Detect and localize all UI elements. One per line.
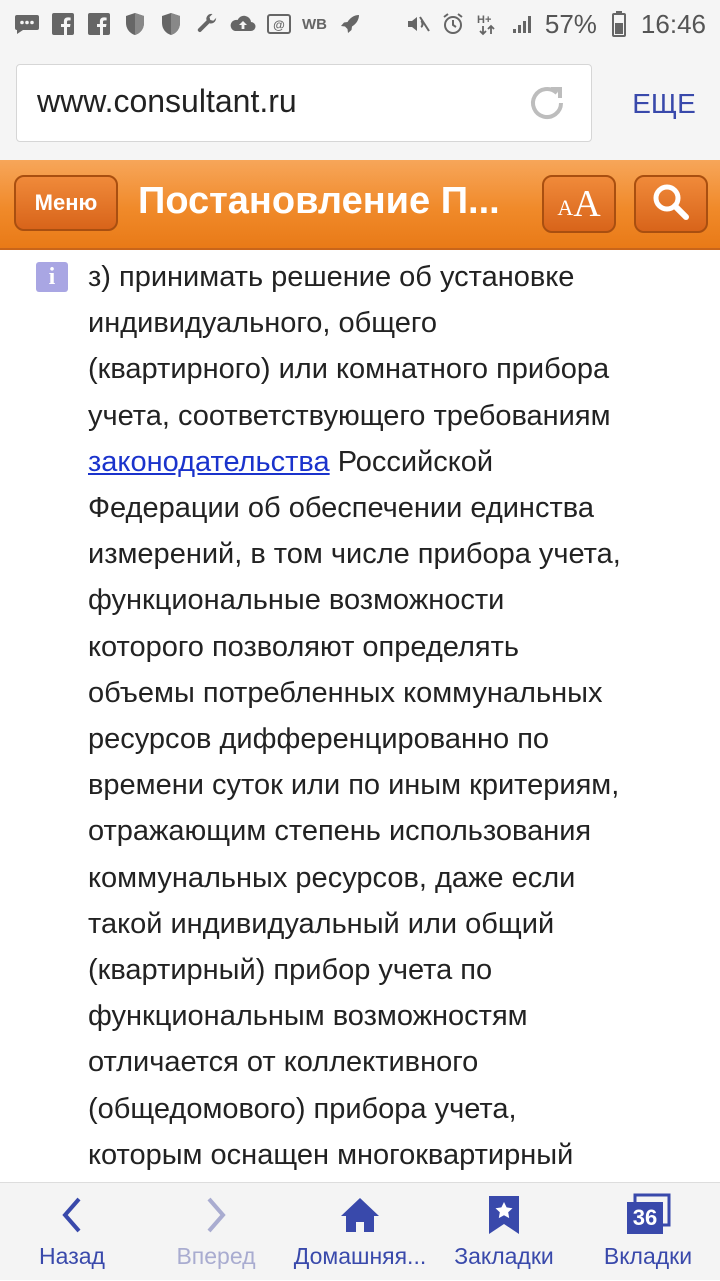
article-line-text: объемы потребленных коммунальных	[88, 676, 603, 709]
article-line	[88, 624, 704, 670]
data-hplus-icon	[475, 11, 501, 37]
page-title: Постановление П...	[138, 180, 500, 222]
menu-button[interactable]: Меню	[14, 175, 118, 231]
bottom-navigation	[0, 1182, 720, 1280]
article-line-text: (квартирный) прибор учета по	[88, 954, 493, 987]
article-line	[88, 531, 704, 577]
shield-icon	[158, 11, 184, 37]
article-line-text: функциональные возможности	[88, 584, 505, 617]
article-line	[88, 393, 704, 439]
cloud-upload-icon	[230, 11, 256, 37]
url-text: www.consultant.ru	[37, 83, 297, 119]
article-line-text: (квартирного) или комнатного прибора	[88, 353, 610, 386]
article-line-text: которым оснащен многоквартирный	[88, 1138, 574, 1171]
article-line-text: учета, соответствующего требованиям	[88, 399, 611, 432]
article-line-text: отражающим степень использования	[88, 815, 592, 848]
article-line-text: з) принимать решение об установке	[88, 261, 575, 293]
message-icon	[14, 11, 40, 37]
home-button[interactable]	[288, 1183, 432, 1281]
article-line-text: которого позволяют определять	[88, 630, 519, 663]
legislation-link[interactable]: законодательства	[88, 445, 330, 478]
article-line-text: коммунальных ресурсов, даже если	[88, 861, 576, 894]
article-line	[88, 1132, 704, 1178]
article-line-text: отличается от коллективного	[88, 1046, 479, 1079]
more-button[interactable]: ЕЩЕ	[632, 88, 696, 119]
article-line	[88, 855, 704, 901]
article-line-text: Российской	[329, 445, 494, 478]
forward-button[interactable]	[144, 1183, 288, 1281]
notification-icons	[0, 11, 363, 37]
tabs-button[interactable]	[576, 1183, 720, 1281]
url-field[interactable]	[16, 64, 592, 142]
article-line-text: измерений, в том числе прибора учета,	[88, 538, 621, 571]
bookmark-icon	[487, 1193, 521, 1237]
search-button[interactable]	[634, 175, 708, 233]
article-text	[88, 254, 704, 1224]
svg-text:@: @	[273, 18, 285, 32]
tabs-icon	[625, 1193, 671, 1237]
system-indicators	[405, 9, 720, 40]
article-line	[88, 439, 704, 485]
facebook-icon	[86, 11, 112, 37]
article-line-text: Федерации об обеспечении единства	[88, 492, 594, 525]
svg-text:H+: H+	[476, 14, 492, 26]
bookmarks-label: Закладки	[454, 1243, 554, 1269]
article-line	[88, 762, 704, 808]
browser-address-bar	[0, 48, 720, 160]
tabs-count: 36	[632, 1205, 658, 1230]
back-button[interactable]	[0, 1183, 144, 1281]
status-bar	[0, 0, 720, 48]
rocket-icon	[337, 11, 363, 37]
email-icon	[266, 11, 292, 37]
battery-icon	[606, 11, 632, 37]
article-line	[88, 346, 704, 392]
back-label: Назад	[39, 1243, 105, 1269]
article-line-text: времени суток или по иным критериям,	[88, 769, 620, 802]
wrench-icon	[194, 11, 220, 37]
article-line	[88, 901, 704, 947]
alarm-icon	[440, 11, 466, 37]
article-line	[88, 577, 704, 623]
article-line	[88, 300, 704, 346]
article-line	[88, 716, 704, 762]
bookmarks-button[interactable]	[432, 1183, 576, 1281]
article-line-text: (общедомового) прибора учета,	[88, 1092, 517, 1125]
article-line	[88, 1086, 704, 1132]
chevron-left-icon	[57, 1193, 87, 1237]
signal-icon	[510, 11, 536, 37]
home-label: Домашняя...	[293, 1243, 427, 1269]
site-header	[0, 160, 720, 250]
article-line-text: функциональным возможностям	[88, 1000, 528, 1033]
font-big-glyph: A	[573, 183, 601, 225]
article-line	[88, 808, 704, 854]
article-line	[88, 485, 704, 531]
article-line	[88, 993, 704, 1039]
search-icon	[651, 182, 691, 227]
article-line-text: такой индивидуальный или общий	[88, 907, 555, 940]
mute-icon	[405, 11, 431, 37]
info-icon[interactable]: i	[36, 262, 68, 292]
font-small-glyph: A	[557, 195, 574, 220]
chevron-right-icon	[201, 1193, 231, 1237]
tabs-label: Вкладки	[603, 1243, 693, 1269]
article-line	[88, 1039, 704, 1085]
article-line	[88, 670, 704, 716]
document-content	[0, 250, 720, 1182]
home-icon	[338, 1193, 382, 1237]
article-line	[88, 254, 704, 300]
shield-icon	[122, 11, 148, 37]
article-line-text: ресурсов дифференцированно по	[88, 723, 550, 756]
article-line-text: индивидуального, общего	[88, 307, 437, 340]
reload-icon[interactable]	[525, 81, 569, 125]
forward-label: Вперед	[176, 1243, 256, 1269]
clock: 16:46	[640, 8, 706, 39]
font-size-button[interactable]	[542, 175, 616, 233]
battery-percent: 57%	[544, 8, 597, 39]
facebook-icon	[50, 11, 76, 37]
article-line	[88, 947, 704, 993]
wb-icon: WB	[302, 15, 327, 33]
